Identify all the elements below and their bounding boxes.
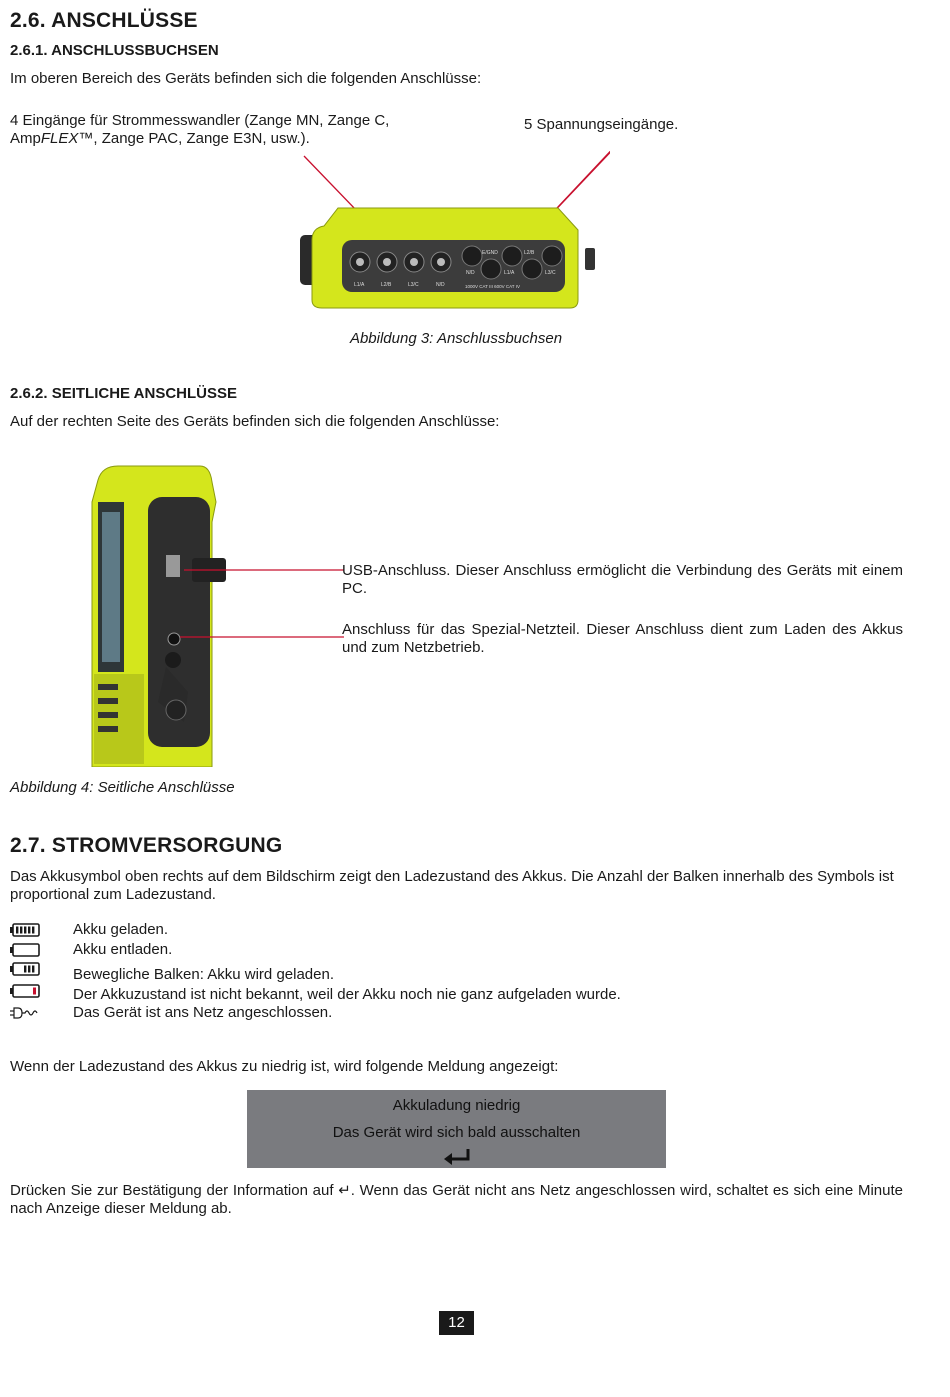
label-egnd: E/GND: [482, 250, 498, 256]
paragraph-stromversorgung-intro: Das Akkusymbol oben rechts auf dem Bildschirm zeigt den Ladezustand des Akkus. Die Anzahl der Balken innerhalb des Symbols ist proportional zum Ladezustand.: [10, 868, 894, 903]
callout-power-port: Anschluss für das Spezial-Netzteil. Dieser Anschluss dient zum Laden des Akkus und zum Netzbetrieb.: [342, 621, 903, 656]
paragraph-seitliche-intro: Auf der rechten Seite des Geräts befinden sich die folgenden Anschlüsse:: [10, 413, 500, 430]
device-side-knob: [585, 248, 595, 270]
callout-current-inputs-amp: Amp: [10, 129, 41, 147]
callout-current-inputs-line1: 4 Eingänge für Strommesswandler (Zange MN, Zange C,: [10, 112, 390, 129]
figure-4-side-view: [88, 462, 344, 767]
battery-state-text: Das Gerät ist ans Netz angeschlossen.: [73, 1004, 333, 1021]
battery-unknown-icon: [10, 984, 40, 998]
figure-3-caption: Abbildung 3: Anschlussbuchsen: [349, 330, 563, 347]
battery-full-icon: [10, 923, 40, 937]
battery-state-text: Der Akkuzustand ist nicht bekannt, weil der Akku noch nie ganz aufgeladen wurde.: [73, 986, 621, 1003]
label-l1a-2: L1/A: [504, 270, 515, 276]
subsection-title-seitliche-anschluesse: 2.6.2. SEITLICHE ANSCHLÜSSE: [10, 385, 237, 402]
subsection-title-anschlussbuchsen: 2.6.1. ANSCHLUSSBUCHSEN: [10, 42, 219, 59]
figure-3-connector-top-view: [290, 140, 610, 315]
callout-usb-port: USB-Anschluss. Dieser Anschluss ermöglicht die Verbindung des Geräts mit einem PC.: [342, 562, 903, 597]
power-socket-cover: [165, 652, 181, 668]
label-l3c-2: L3/C: [545, 270, 556, 276]
message-line-2: Das Gerät wird sich bald ausschalten: [332, 1124, 581, 1141]
label-nd: N/D: [436, 282, 445, 288]
label-cat-rating: 1000V CAT III 600V CAT IV: [465, 284, 520, 289]
usb-port: [166, 555, 180, 577]
section-title-stromversorgung: 2.7. STROMVERSORGUNG: [10, 834, 283, 857]
device-screen-glass: [102, 512, 120, 662]
battery-state-text: Akku entladen.: [73, 941, 173, 958]
label-l3c: L3/C: [408, 282, 419, 288]
section-title-anschluesse: 2.6. ANSCHLÜSSE: [10, 9, 198, 32]
message-line-1: Akkuladung niedrig: [392, 1097, 521, 1114]
paragraph-confirm: Drücken Sie zur Bestätigung der Information auf ↵. Wenn das Gerät nicht ans Netz angeschlossen wird, schaltet es sich eine Minute nach Anzeige dieser Meldung ab.: [10, 1182, 903, 1217]
power-socket: [168, 633, 180, 645]
callout-current-inputs-rest: ™, Zange PAC, Zange E3N, usw.).: [78, 129, 310, 147]
low-battery-message-box: [247, 1090, 666, 1168]
page-number: 12: [439, 1311, 474, 1335]
label-l1a: L1/A: [354, 282, 365, 288]
figure-4-caption: Abbildung 4: Seitliche Anschlüsse: [10, 779, 235, 796]
callout-voltage-inputs: 5 Spannungseingänge.: [524, 116, 679, 133]
label-l2b-2: L2/B: [524, 250, 535, 256]
paragraph-anschlussbuchsen-intro: Im oberen Bereich des Geräts befinden sich die folgenden Anschlüsse:: [10, 70, 482, 87]
mains-plug-icon: [10, 1006, 40, 1020]
callout-current-inputs-flex: FLEX: [40, 129, 79, 147]
battery-empty-icon: [10, 943, 40, 957]
battery-state-text: Bewegliche Balken: Akku wird geladen.: [73, 966, 334, 983]
battery-state-text: Akku geladen.: [73, 921, 169, 938]
enter-key-icon: [442, 1148, 472, 1166]
label-l2b: L2/B: [381, 282, 392, 288]
label-nd-2: N/D: [466, 270, 475, 276]
paragraph-low-battery-intro: Wenn der Ladezustand des Akkus zu niedrig ist, wird folgende Meldung angezeigt:: [10, 1058, 559, 1075]
battery-charging-icon: [10, 962, 40, 976]
